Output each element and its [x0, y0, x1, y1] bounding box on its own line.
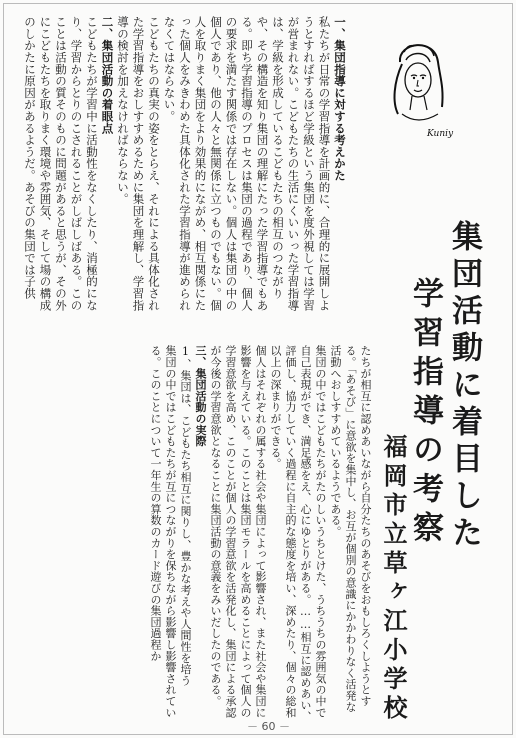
paragraph-6: 個人はそれぞれの属する社会や集団によって影響され、また社会や集団に影響を与えている。このことは集団モラールを高めることによって個人の学習意欲を高め、このことが個人の学習意欲を活発化し、集団による承認が今後の学習意欲となることに集団活動の意義をみいだしたのである。	[209, 345, 267, 718]
author-school: 福岡市立草ヶ江小学校	[379, 434, 408, 724]
portrait-illustration	[380, 32, 455, 142]
list-item-1: 1、集団は、こどもたち相互に関りし、豊かな考えや人間性を培う	[179, 345, 192, 686]
signature-text: Kuniy	[427, 129, 454, 139]
paragraph-4: たちが相互に認めあいながら自分たちのあそびをおもしろくしようとする。「あそび」に意欲を集中し、お互が個別の意識にかかわりなく活発な活動へおしすすめているようである。	[329, 345, 372, 713]
lower-text-block	[150, 345, 373, 723]
paragraph-3: こどもたちが学習中に活動性をなくしたり、消極的になり、学習からとりのこされることがしばしばある。このことは活動の質そのものに問題があると思うが、その外にこどもたちを取りまく環境や雰囲気、そして場の構成のしかたに原因があるようだ。あそびの集団では子供	[23, 16, 99, 311]
paragraph-1: 私たちが日常の学習指導を計画的に、合理的に展開しようとすればするほど学級という集団を度外視しては学習が営まれない。こどもたちの生活にくいいった学習指導は、学級を形成しているこどもたちの相互のつながりや、その構造を知り集団の理解にたった学習指導でもある。即ち学習指導のプロセスは集団の過程であり、個人の要求を満たす関係では存在しない。個人は集団の中の個人であり、他の人々と無関係に立つものでもない。個人を取りまく集団をより効果的にながめ、相互関係にたった個人をみきわめた具体化された学習指導が進められなくてはならない。	[162, 16, 332, 311]
upper-text-block	[23, 16, 347, 321]
section-heading-3: 三、集団活動の実際	[194, 345, 207, 447]
article-title-line-2: 学習指導の考察	[407, 277, 443, 550]
article-title-line-1: 集団活動に着目した	[446, 220, 482, 553]
section-heading-1: 一、集団指導に対する考えかた	[333, 16, 347, 182]
paragraph-7: 集団の中ではこどもたちが互につながりを保ちながら影響し影響されている。このことについて一年生の算数のカード遊びの集団過程か	[149, 345, 177, 718]
section-heading-2: 二、集団活動の着眼点	[100, 16, 115, 134]
paragraph-2: こどもたちの真実の姿をとらえ、それによる具体化された学習指導をおしすすめるために集団を理解し、学習指導の検討を加えなければならない。	[116, 16, 161, 311]
page-number: － 60 －	[247, 720, 290, 733]
paragraph-5: 集団の中ではこどもたちがたのしいうちとけた、うちうちの雰囲気の中で自己表現ができ、満足感をえ、心にゆとりがある。……相互に認めあい、評価し、協力していく過程に自主的な態度を培い、深めたり、個々の総和以上の深まりができる。	[269, 345, 327, 722]
